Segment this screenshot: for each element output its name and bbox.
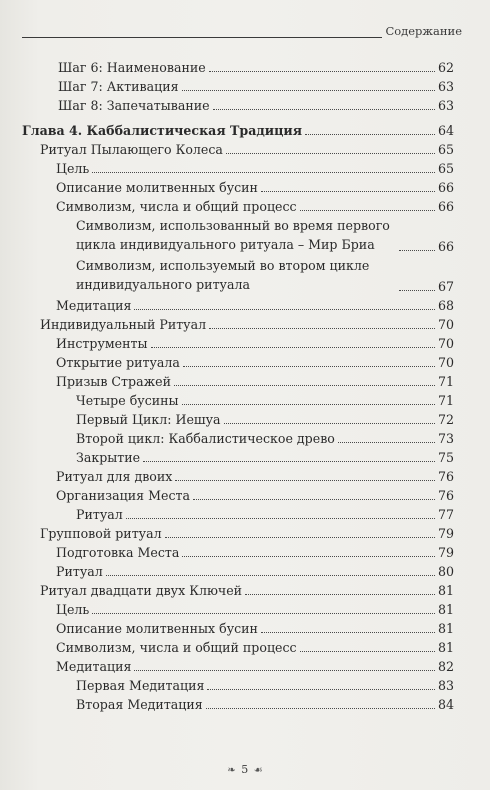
toc-entry [0, 579, 454, 598]
toc-entry [0, 503, 454, 522]
toc-entry [0, 370, 454, 389]
toc-entry-title: Открытие ритуала [56, 355, 180, 370]
toc-entry-title: Инструменты [56, 336, 148, 351]
toc-entry [0, 254, 454, 294]
toc-entry-page: 81 [437, 621, 454, 636]
dot-leader [206, 708, 435, 709]
dot-leader [134, 309, 435, 310]
dot-leader [300, 210, 435, 211]
toc-entry [0, 617, 454, 636]
toc-entry-page: 80 [437, 564, 454, 579]
dot-leader [193, 499, 435, 500]
toc-entry-title: Символизм, числа и общий процесс [56, 199, 297, 214]
toc-entry [0, 176, 454, 195]
dot-leader [106, 575, 435, 576]
toc-entry-page: 79 [437, 545, 454, 560]
ornament-right-icon: ☙ [253, 765, 263, 776]
toc-entry [0, 560, 454, 579]
toc-entry [0, 56, 454, 75]
dot-leader [245, 594, 435, 595]
toc-entry [0, 313, 454, 332]
dot-leader [174, 385, 435, 386]
toc-entry-page: 71 [437, 374, 454, 389]
toc-entry-page: 63 [437, 79, 454, 94]
ornament-left-icon: ❧ [227, 765, 236, 776]
toc-entry-title: Ритуал [56, 564, 103, 579]
toc-entry-page: 81 [437, 583, 454, 598]
dot-leader [209, 328, 435, 329]
toc-entry-title: Символизм, числа и общий процесс [56, 640, 297, 655]
toc-entry [0, 408, 454, 427]
toc-entry [0, 655, 454, 674]
toc-entry-title: Четыре бусины [76, 393, 179, 408]
toc-entry [0, 195, 454, 214]
toc-entry [0, 332, 454, 351]
toc-entry-title: Групповой ритуал [40, 526, 162, 541]
toc-entry [0, 138, 454, 157]
toc-entry [0, 94, 454, 113]
toc-entry-page: 73 [437, 431, 454, 446]
toc-entry-title: Шаг 7: Активация [58, 79, 179, 94]
toc-entry [0, 294, 454, 313]
dot-leader [151, 347, 435, 348]
toc-chapter-entry [0, 119, 454, 138]
toc-entry-title: Первая Медитация [76, 678, 205, 693]
toc-entry-title: Подготовка Места [56, 545, 180, 560]
dot-leader [300, 651, 435, 652]
dot-leader [182, 404, 435, 405]
toc-entry-title: Призыв Стражей [56, 374, 172, 389]
toc-entry [0, 636, 454, 655]
dot-leader [165, 537, 435, 538]
toc-entry-page: 66 [437, 199, 454, 214]
dot-leader [134, 670, 435, 671]
table-of-contents [0, 56, 490, 712]
toc-entry-page: 71 [437, 393, 454, 408]
dot-leader [305, 134, 435, 135]
toc-entry-page: 70 [437, 336, 454, 351]
toc-entry-page: 81 [437, 602, 454, 617]
toc-entry-title: Вторая Медитация [76, 697, 203, 712]
toc-entry [0, 541, 454, 560]
toc-entry-title: Описание молитвенных бусин [56, 621, 258, 636]
toc-entry-title: Индивидуальный Ритуал [40, 317, 207, 332]
toc-entry-title: Символизм, использованный во время первого цикла индивидуального ритуала – Мир Бриа [76, 218, 390, 252]
toc-entry [0, 157, 454, 176]
toc-entry [0, 484, 454, 503]
dot-leader [226, 153, 435, 154]
toc-entry-title: Шаг 6: Наименование [58, 60, 206, 75]
dot-leader [207, 689, 435, 690]
toc-entry-page: 75 [437, 450, 454, 465]
dot-leader [175, 480, 435, 481]
page-number: 5 [241, 763, 249, 776]
toc-entry-page: 62 [437, 60, 454, 75]
toc-entry [0, 598, 454, 617]
dot-leader [399, 250, 435, 251]
dot-leader [209, 71, 435, 72]
dot-leader [182, 556, 435, 557]
dot-leader [261, 632, 435, 633]
toc-entry-page: 72 [437, 412, 454, 427]
toc-entry-page: 70 [437, 355, 454, 370]
toc-entry-title: Цель [56, 602, 90, 617]
toc-entry-page: 76 [437, 469, 454, 484]
toc-entry [0, 446, 454, 465]
toc-entry-title: Описание молитвенных бусин [56, 180, 258, 195]
toc-entry-title: Первый Цикл: Иешуа [76, 412, 221, 427]
toc-entry-page: 83 [437, 678, 454, 693]
toc-entry-page: 65 [437, 161, 454, 176]
toc-entry-page: 67 [437, 279, 454, 294]
dot-leader [143, 461, 435, 462]
toc-entry-page: 82 [437, 659, 454, 674]
toc-entry-page: 64 [437, 123, 454, 138]
toc-entry [0, 351, 454, 370]
toc-entry [0, 674, 454, 693]
running-header: Содержание [385, 24, 462, 38]
toc-entry [0, 465, 454, 484]
toc-entry-page: 63 [437, 98, 454, 113]
toc-entry-title: Шаг 8: Запечатывание [58, 98, 210, 113]
dot-leader [92, 172, 435, 173]
dot-leader [261, 191, 435, 192]
page-footer [0, 763, 490, 776]
dot-leader [224, 423, 435, 424]
dot-leader [126, 518, 435, 519]
toc-entry [0, 389, 454, 408]
toc-entry-title: Медитация [56, 659, 132, 674]
toc-entry-page: 76 [437, 488, 454, 503]
toc-entry-title: Символизм, используемый во втором цикле индивидуального ритуала [76, 258, 370, 292]
toc-entry-title: Глава 4. Каббалистическая Традиция [22, 123, 303, 138]
toc-entry [0, 214, 454, 254]
header-rule [22, 37, 382, 38]
toc-entry-title: Ритуал Пылающего Колеса [40, 142, 223, 157]
toc-entry-title: Второй цикл: Каббалистическое древо [76, 431, 335, 446]
toc-entry-title: Цель [56, 161, 90, 176]
toc-entry-page: 65 [437, 142, 454, 157]
toc-entry [0, 693, 454, 712]
dot-leader [213, 109, 435, 110]
toc-entry [0, 522, 454, 541]
toc-entry-page: 66 [437, 180, 454, 195]
toc-entry-title: Закрытие [76, 450, 141, 465]
toc-entry [0, 427, 454, 446]
dot-leader [183, 366, 435, 367]
toc-entry [0, 75, 454, 94]
toc-entry-page: 68 [437, 298, 454, 313]
toc-entry-title: Ритуал [76, 507, 123, 522]
toc-entry-page: 77 [437, 507, 454, 522]
toc-entry-page: 70 [437, 317, 454, 332]
toc-entry-title: Ритуал двадцати двух Ключей [40, 583, 243, 598]
toc-entry-page: 81 [437, 640, 454, 655]
dot-leader [92, 613, 435, 614]
toc-entry-title: Организация Места [56, 488, 190, 503]
toc-entry-page: 66 [437, 239, 454, 254]
dot-leader [182, 90, 435, 91]
dot-leader [338, 442, 435, 443]
toc-entry-title: Медитация [56, 298, 132, 313]
toc-entry-title: Ритуал для двоих [56, 469, 173, 484]
toc-entry-page: 79 [437, 526, 454, 541]
dot-leader [399, 290, 435, 291]
toc-entry-page: 84 [437, 697, 454, 712]
